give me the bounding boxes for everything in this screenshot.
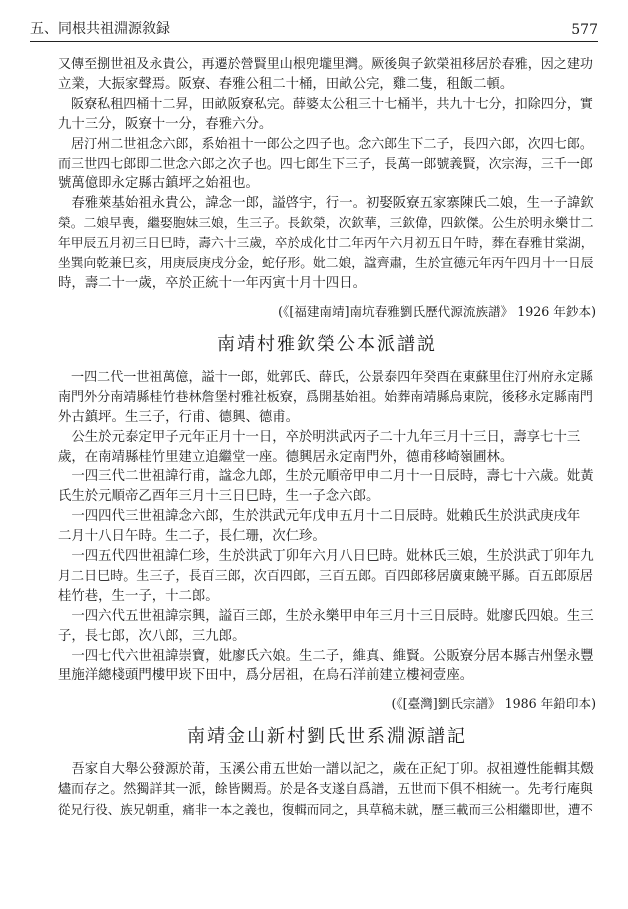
text-line: 氏生於元順帝乙酉年三月十三日巳時，生一子念六郎。: [58, 489, 380, 505]
text-line: 從兄行役、族兄朝重，痛非一本之義也，復輯而同之，具草稿未就，歷三載而三公相繼即世，遭不: [58, 802, 593, 818]
text-line: 南門外分南靖縣桂竹巷林詹堡村雅社板寮，爲開基始祖。始葬南靖縣烏東院，後移永定縣南門: [58, 389, 593, 405]
chapter-title: 五、同根共祖淵源敘録: [30, 21, 170, 37]
text-line: 一四七代六世祖諱崇寶，妣廖氏六娘。生二子，維真、維賢。公販寮分居本縣吉州堡永豐: [58, 648, 594, 664]
text-line: 二月十八日午時。生二子，長仁珊，次仁珍。: [58, 529, 326, 545]
text-line: 公生於元泰定甲子元年正月十一日，卒於明洪武丙子二十九年三月十三日，壽享七十三: [58, 429, 581, 445]
text-line: 坐巽向乾兼巳亥，用庚辰庚戌分金，蛇仔形。妣二娘，諡齊肅，生於宣德元年丙午四月十一日辰: [58, 256, 594, 272]
header-rule: [30, 41, 598, 42]
page-body: [58, 55, 596, 820]
text-line: 桂竹巷，生一子，十二郎。: [58, 588, 219, 604]
text-line: 里施洋總棧頭門樓甲崁下田中，爲分居祖，在烏石洋前建立樓祠壹座。: [58, 668, 474, 684]
section-title: 南靖村雅欽榮公本派譜説: [217, 333, 437, 355]
text-line: 阪寮私租四桶十二昇，田畝阪寮私完。薛婆太公租三十七桶半，共九十七分，扣除四分，實: [58, 96, 593, 112]
text-line: 子，長七郎，次八郎，三九郎。: [58, 628, 246, 644]
section-chunya-genealogy: [58, 55, 596, 322]
text-line: 春雅萊基始祖永貴公，諱念一郎，謚啓宇，行一。初娶阪寮五家寨陳氏二娘，生一子諱欽: [58, 196, 594, 212]
text-line: 居汀州二世祖念六郎，系始祖十一郎公之四子也。念六郎生下二子，長四六郎，次四七郎。: [58, 136, 593, 152]
text-line: 一四六代五世祖諱宗興，謚百三郎，生於永樂甲申年三月十三日辰時。妣廖氏四娘。生三: [58, 608, 594, 624]
text-line: 立業，大振家聲焉。阪寮、春雅公租二十桶，田畝公完，雞二隻，租飯二頓。: [58, 76, 514, 92]
text-line: 燼而存之。然獨詳其一派，餘皆闕焉。於是各支遂自爲譜，五世而下俱不相統一。先考行庵與: [58, 782, 593, 798]
text-line: 九十三分，阪寮十一分，春雅六分。: [58, 116, 273, 132]
text-line: 一四五代四世祖諱仁珍，生於洪武丁卯年六月八日巳時。妣林氏三娘，生於洪武丁卯年九: [58, 549, 594, 565]
text-line: 歲，在南靖縣桂竹里建立追繼堂一座。德興居永定南門外，德甫移崎嶺圃林。: [58, 449, 514, 465]
source-citation: (《[福建南靖]南坑春雅劉氏歷代源流族譜》 1926 年鈔本): [278, 303, 596, 319]
running-header: [30, 16, 598, 38]
text-line: 榮。二娘早喪，繼娶胞妹三娘，生三子。長欽榮，次欽華，三欽偉，四欽傑。公生於明永樂廿二: [58, 216, 594, 232]
source-citation: (《[臺灣]劉氏宗譜》 1986 年鉛印本): [391, 696, 596, 712]
page-number: 577: [571, 22, 598, 38]
text-line: 年甲辰五月初三日巳時，壽六十三歲，卒於成化廿二年丙午六月初五日午時，葬在春雅甘棠湖，: [58, 236, 594, 252]
text-line: 號萬億即永定縣古鎮坪之始祖也。: [58, 176, 259, 192]
text-line: 時，壽二十一歲，卒於正統十一年丙寅十月十四日。: [58, 275, 366, 291]
section-jinshan-record: [58, 724, 596, 820]
section-title: 南靖金山新村劉氏世系淵源譜記: [187, 726, 467, 748]
text-line: 而三世四七郎即二世念六郎之次子也。四七郎生下三子，長萬一郎號義賢，次宗海，三千一郎: [58, 156, 593, 172]
text-line: 一四二代一世祖萬億，謚十一郎，妣郭氏、薛氏，公景泰四年癸酉在東蘇里住汀州府永定縣: [58, 369, 593, 385]
text-line: 月二日巳時。生三子，長百三郎，次百四郎，三百五郎。百四郎移居廣東饒平縣。百五郎原居: [58, 568, 593, 584]
text-line: 又傳至捌世祖及永貴公，再遷於營賢里山根兜壠里灣。厥後與子欽榮祖移居於春雅，因之建功: [58, 57, 593, 72]
text-line: 吾家自大舉公發源於莆，玉溪公甫五世始一譜以記之，歲在正紀丁卯。叔祖遵性能輯其燬: [58, 762, 594, 778]
text-line: 一四三代二世祖諱行甫，諡念九郎，生於元順帝甲申二月十一日辰時，壽七十六歲。妣黃: [58, 469, 594, 485]
text-line: 外古鎮坪。生三子，行甫、德興、德甫。: [58, 409, 300, 425]
text-line: 一四四代三世祖諱念六郎，生於洪武元年戊申五月十二日辰時。妣賴氏生於洪武庚戌年: [58, 509, 581, 525]
section-qinrong-lineage: [58, 332, 596, 715]
